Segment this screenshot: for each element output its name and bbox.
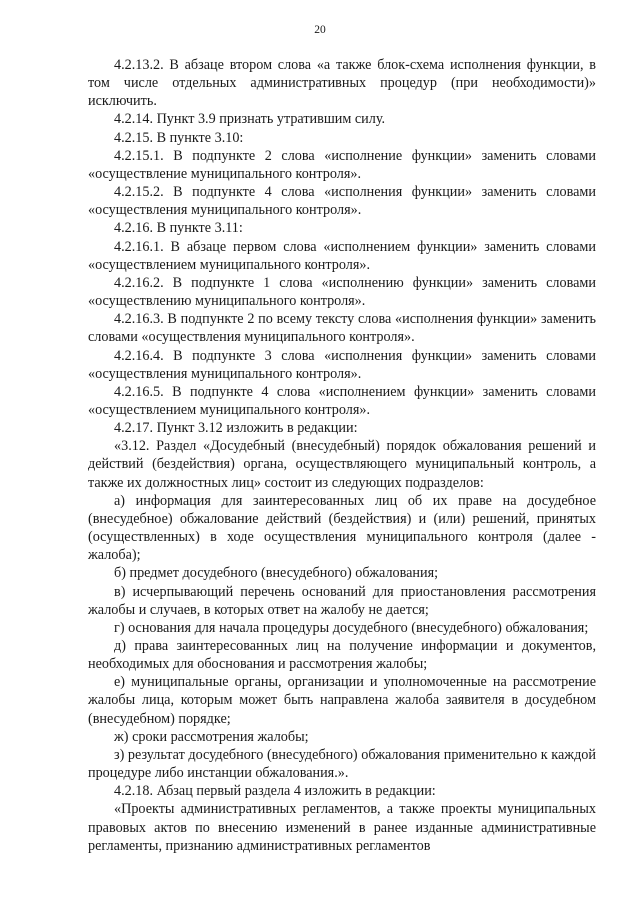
list-item: ж) сроки рассмотрения жалобы; (114, 728, 309, 745)
list-item: е) муниципальные органы, организации и уполномоченные на рассмотрение жалобы лица, которым может быть направлена жалоба заявителя в досудебном (внесудебном) порядке; (88, 674, 596, 727)
paragraph: 4.2.16.3. В подпункте 2 по всему тексту слова «исполнения функции» заменить словами «осуществления муниципального контроля». (88, 311, 596, 346)
paragraph: 4.2.15.2. В подпункте 4 слова «исполнения функции» заменить словами «осуществления муниципального контроля». (88, 184, 596, 219)
paragraph: 4.2.15. В пункте 3.10: (114, 129, 244, 146)
paragraph: «Проекты административных регламентов, а также проекты муниципальных правовых актов по внесению изменений в ранее изданные административные регламенты, признанию административных регламентов (88, 801, 596, 854)
paragraph: 4.2.13.2. В абзаце втором слова «а также блок-схема исполнения функции, в том числе отдельных административных процедур (при необходимости)» исключить. (88, 57, 596, 110)
paragraph: «3.12. Раздел «Досудебный (внесудебный) порядок обжалования решений и действий (бездействия) органа, осуществляющего муниципальный контроль, а также их должностных лиц» состоит из следующих подразделов: (88, 438, 596, 491)
paragraph: 4.2.15.1. В подпункте 2 слова «исполнение функции» заменить словами «осуществление муниципального контроля». (88, 147, 596, 182)
paragraph: 4.2.16. В пункте 3.11: (114, 220, 243, 237)
list-item: б) предмет досудебного (внесудебного) обжалования; (114, 565, 439, 582)
paragraph: 4.2.16.4. В подпункте 3 слова «исполнения функции» заменить словами «осуществления муниципального контроля». (88, 347, 596, 382)
paragraph: 4.2.16.1. В абзаце первом слова «исполнением функции» заменить словами «осуществлением муниципального контроля». (88, 238, 596, 273)
list-item: з) результат досудебного (внесудебного) обжалования применительно к каждой процедуре либо инстанции обжалования.». (88, 746, 596, 782)
list-item: д) права заинтересованных лиц на получение информации и документов, необходимых для обоснования и рассмотрения жалобы; (88, 638, 596, 673)
paragraph: 4.2.16.2. В подпункте 1 слова «исполнению функции» заменить словами «осуществлению муниципального контроля». (88, 274, 596, 310)
page-number: 20 (314, 24, 326, 36)
paragraph: 4.2.17. Пункт 3.12 изложить в редакции: (114, 420, 358, 437)
paragraph: 4.2.18. Абзац первый раздела 4 изложить в редакции: (114, 783, 436, 800)
paragraph: 4.2.16.5. В подпункте 4 слова «исполнением функции» заменить словами «осуществлением муниципального контроля». (88, 383, 596, 418)
list-item: а) информация для заинтересованных лиц об их праве на досудебное (внесудебное) обжалование действий (бездействия) и (или) решений, принятых (осуществленных) в ходе осуществления муниципального контроля (далее - жалоба); (88, 492, 596, 564)
document-body (88, 56, 596, 855)
list-item: в) исчерпывающий перечень оснований для приостановления рассмотрения жалобы и случаев, в которых ответ на жалобу не дается; (88, 583, 596, 618)
list-item: г) основания для начала процедуры досудебного (внесудебного) обжалования; (114, 619, 589, 636)
paragraph: 4.2.14. Пункт 3.9 признать утратившим силу. (114, 111, 386, 128)
